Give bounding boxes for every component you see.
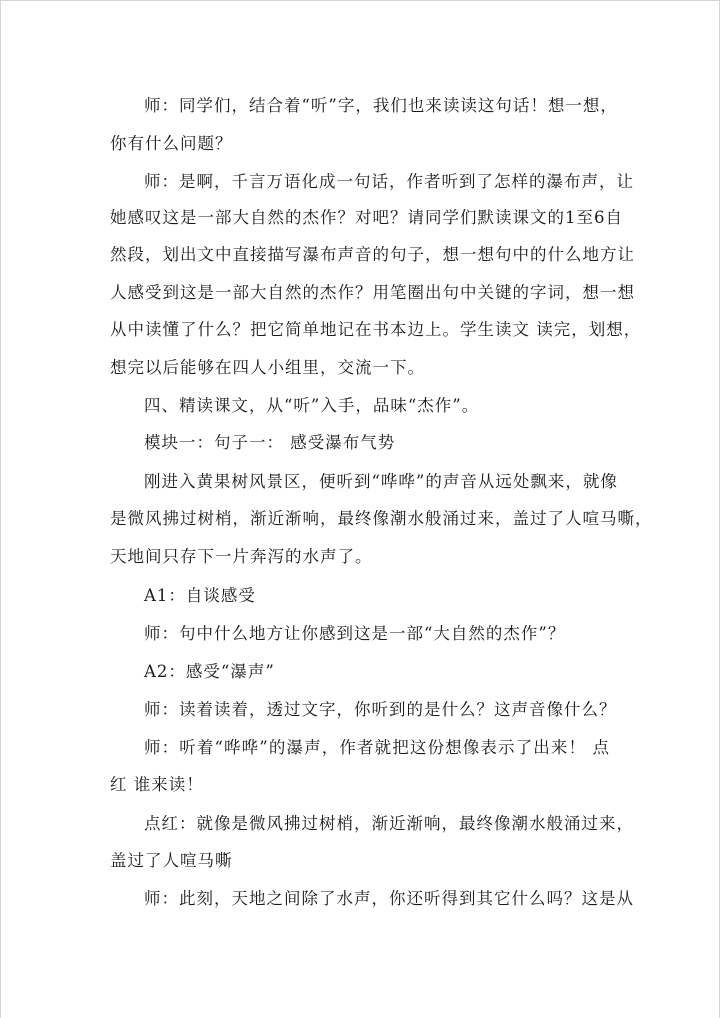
text-line: 红 谁来读！ (110, 775, 204, 794)
text-line: A2：感受“瀑声” (144, 662, 275, 681)
page-border-top (0, 0, 720, 1)
text-line: 天地间只存下一片奔泻的水声了。 (110, 547, 373, 566)
text-line: 师：句中什么地方让你感到这是一部“大自然的杰作”？ (144, 624, 566, 643)
section-heading: 四、精读课文，从“听”入手，品味“杰作”。 (144, 396, 480, 415)
text-line: 是微风拂过树梢，渐近渐响，最终像潮水般涌过来，盖过了人喧马嘶， (110, 509, 653, 528)
text-line: 你有什么问题？ (110, 134, 233, 153)
text-line: 从中读懂了什么？把它简单地记在书本边上。学生读文 读完，划想， (110, 320, 642, 339)
text-line: 她感叹这是一部大自然的杰作？对吧？请同学们默读课文的1至6自 (110, 208, 623, 227)
text-line: 想完以后能够在四人小组里，交流一下。 (110, 358, 425, 377)
text-line: 点红：就像是微风拂过树梢，渐近渐响，最终像潮水般涌过来， (144, 814, 634, 833)
text-line: 刚进入黄果树风景区，便听到“哗哗”的声音从远处飘来，就像 (144, 472, 618, 491)
text-line: 师：听着“哗哗”的瀑声，作者就把这份想像表示了出来！ 点 (144, 738, 610, 757)
page-border-left (0, 0, 1, 1018)
text-line: 师：此刻，天地之间除了水声，你还听得到其它什么吗？这是从 (144, 889, 634, 908)
text-line: 人感受到这是一部大自然的杰作？用笔圈出句中关键的字词，想一想 (110, 283, 635, 302)
text-line: 师：读着读着，透过文字，你听到的是什么？这声音像什么？ (144, 700, 617, 719)
text-line: 师：是啊，千言万语化成一句话，作者听到了怎样的瀑布声，让 (144, 172, 634, 191)
text-line: 然段，划出文中直接描写瀑布声音的句子，想一想句中的什么地方让 (110, 245, 635, 264)
module-heading: 模块一：句子一： 感受瀑布气势 (144, 433, 396, 452)
text-line: 盖过了人喧马嘶 (110, 851, 233, 870)
text-line: 师：同学们，结合着“听”字，我们也来读读这句话！想一想， (144, 96, 618, 115)
text-line: A1：自谈感受 (144, 586, 256, 605)
